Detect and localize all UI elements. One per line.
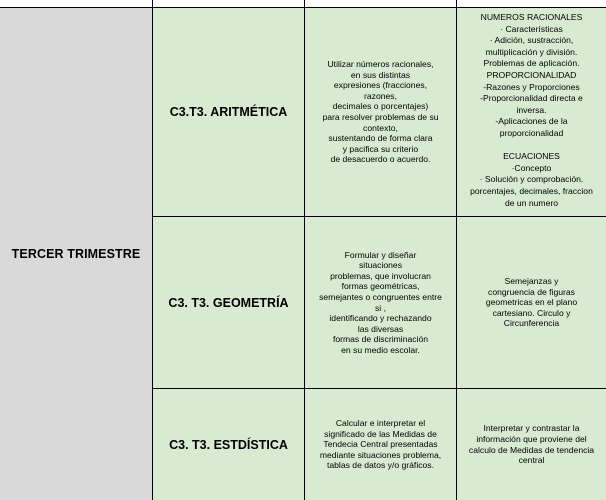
objective-text: Formular y diseñar situaciones problemas, que involucran formas geométricas, semejantes o congruentes entre si , identificando y rechazando las diversas formas de discriminación en su medio escolar.	[319, 249, 442, 355]
topic-cell-arithmetic[interactable]	[153, 8, 304, 216]
topic-cell-geometry[interactable]	[153, 217, 304, 388]
contents-text: NUMEROS RACIONALES · Características · Adición, sustracción, multiplicación y división. Problemas de aplicación. PROPORCIONALIDAD -Razones y Proporciones -Proporcionalidad directa e inversa. -Aplicaciones de la proporcionalidad ECUACIONES ·Concepto · Solución y comprobación. porcentajes, decimales, fraccion de un numero	[470, 12, 593, 208]
topic-label: C3. T3. GEOMETRÍA	[168, 295, 289, 310]
objective-cell-arithmetic[interactable]	[305, 8, 456, 216]
grid-line-col3	[456, 0, 457, 500]
topic-label: C3.T3. ARITMÉTICA	[169, 105, 288, 119]
contents-text: Semejanzas y congruencia de figuras geometricas en el plano cartesiano. Circulo y Circunferencia	[485, 276, 578, 329]
topic-cell-statistics[interactable]	[153, 389, 304, 500]
top-strip-topic	[153, 0, 304, 7]
top-strip-period	[0, 0, 152, 7]
grid-line-row1	[153, 216, 606, 217]
grid-line-col2	[304, 0, 305, 500]
grid-line-top	[0, 7, 606, 8]
period-label: TERCER TRIMESTRE	[11, 247, 141, 261]
objective-text: Calcular e interpretar el significado de las Medidas de Tendecia Central presentadas mediante situaciones problema, tablas de datos y/o gráficos.	[319, 418, 442, 471]
objective-text: Utilizar números racionales, en sus distintas expresiones (fracciones, razones, decimales o porcentajes) para resolver problemas de su contexto, sustentando de forma clara y pacifica su criterio de desacuerdo o acuerdo.	[322, 59, 439, 165]
top-strip-objective	[305, 0, 456, 7]
contents-cell-statistics[interactable]	[457, 389, 606, 500]
period-cell[interactable]	[0, 8, 152, 500]
contents-text: Interpretar y contrastar la información que proviene del calculo de Medidas de tendencia central	[468, 423, 595, 466]
contents-cell-arithmetic[interactable]	[457, 8, 606, 216]
top-strip-contents	[457, 0, 606, 7]
contents-cell-geometry[interactable]	[457, 217, 606, 388]
grid-line-col1	[152, 0, 153, 500]
topic-label: C3. T3. ESTDÍSTICA	[169, 437, 288, 452]
objective-cell-geometry[interactable]	[305, 217, 456, 388]
grid-line-row2	[153, 388, 606, 389]
objective-cell-statistics[interactable]	[305, 389, 456, 500]
